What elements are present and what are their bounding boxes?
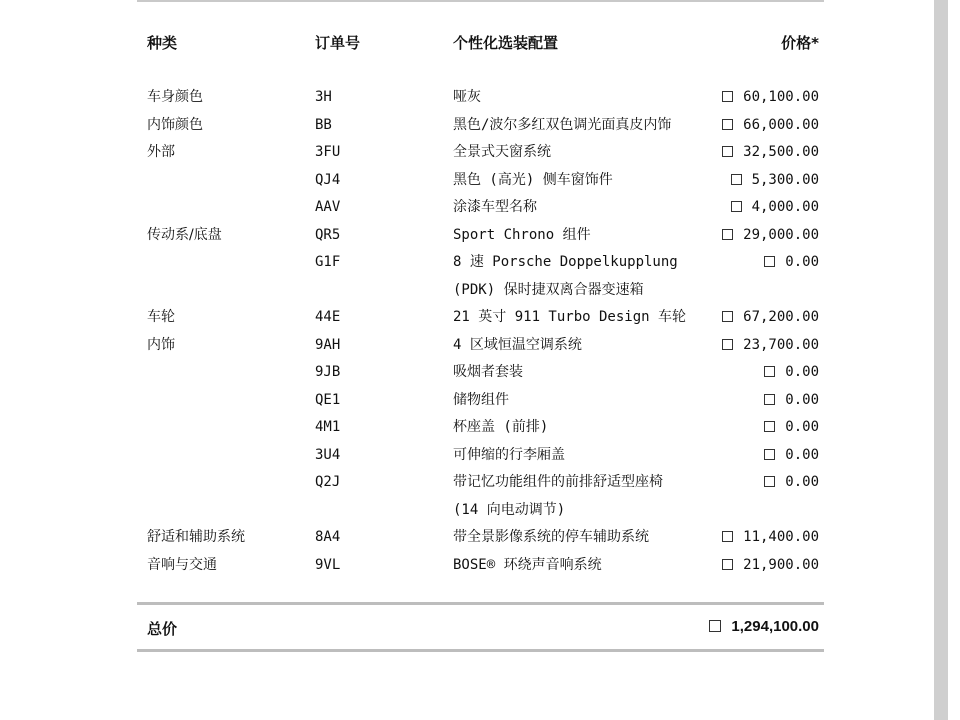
table-row <box>0 387 960 415</box>
row-price <box>764 442 819 470</box>
row-order-code: 9VL <box>315 556 341 573</box>
row-option: 吸烟者套装 <box>453 364 523 380</box>
row-price <box>722 84 819 112</box>
row-order-code: G1F <box>315 254 341 270</box>
row-order-code: 3FU <box>315 144 341 160</box>
row-option: 4 区域恒温空调系统 <box>453 336 582 353</box>
row-option: 带记忆功能组件的前排舒适型座椅 <box>453 474 663 490</box>
row-option: 可伸缩的行李厢盖 <box>453 446 565 463</box>
row-price-value: 29,000.00 <box>743 226 819 243</box>
total-label: 总价 <box>147 620 178 638</box>
header-category: 种类 <box>147 34 178 52</box>
currency-box-icon <box>722 311 733 322</box>
row-price-value: 60,100.00 <box>743 89 819 105</box>
total-price-value: 1,294,100.00 <box>731 618 819 635</box>
total-bottom-divider <box>137 649 824 652</box>
row-price <box>764 359 819 387</box>
table-row <box>0 249 960 277</box>
row-price-value: 66,000.00 <box>743 116 819 133</box>
row-price <box>764 387 819 415</box>
row-category: 传动系/底盘 <box>147 226 222 243</box>
table-row <box>0 359 960 387</box>
row-price-value: 0.00 <box>785 474 819 490</box>
row-option: (PDK) 保时捷双离合器变速箱 <box>453 281 644 298</box>
row-price <box>722 222 819 250</box>
row-price-value: 0.00 <box>785 391 819 408</box>
table-row <box>0 469 960 497</box>
currency-box-icon <box>722 229 733 240</box>
row-price <box>731 194 819 222</box>
currency-box-icon <box>722 531 733 542</box>
row-order-code: 3U4 <box>315 446 341 463</box>
header-price: 价格* <box>781 34 819 52</box>
row-order-code: 44E <box>315 309 341 325</box>
table-row <box>0 139 960 167</box>
scrollbar[interactable] <box>934 0 948 720</box>
row-category: 舒适和辅助系统 <box>147 529 245 545</box>
table-row <box>0 112 960 140</box>
row-order-code: AAV <box>315 199 341 215</box>
total-top-divider <box>137 602 824 605</box>
row-option: 黑色 (高光) 侧车窗饰件 <box>453 171 613 188</box>
row-option: 黑色/波尔多红双色调光面真皮内饰 <box>453 116 672 133</box>
row-order-code: 3H <box>315 89 332 105</box>
table-row <box>0 332 960 360</box>
currency-box-icon <box>722 146 733 157</box>
row-option: (14 向电动调节) <box>453 501 566 518</box>
table-row <box>0 277 960 305</box>
table-row <box>0 304 960 332</box>
currency-box-icon <box>764 421 775 432</box>
row-price-value: 4,000.00 <box>751 199 819 215</box>
currency-box-icon <box>764 394 775 405</box>
row-category: 车轮 <box>147 309 175 325</box>
row-price <box>731 167 819 195</box>
row-price-value: 0.00 <box>785 364 819 380</box>
row-price <box>722 139 819 167</box>
row-price-value: 32,500.00 <box>743 144 819 160</box>
currency-box-icon <box>764 449 775 460</box>
table-row <box>0 552 960 580</box>
row-price-value: 0.00 <box>785 419 819 435</box>
row-price <box>764 414 819 442</box>
row-option: 储物组件 <box>453 391 509 408</box>
currency-box-icon <box>722 339 733 350</box>
row-price <box>722 304 819 332</box>
row-category: 内饰 <box>147 336 175 353</box>
currency-box-icon <box>722 559 733 570</box>
options-table <box>0 84 960 579</box>
row-option: 21 英寸 911 Turbo Design 车轮 <box>453 309 687 325</box>
header-order-number: 订单号 <box>315 34 361 52</box>
row-price <box>722 332 819 360</box>
row-option: 8 速 Porsche Doppelkupplung <box>453 254 678 270</box>
currency-box-icon <box>722 119 733 130</box>
row-price-value: 23,700.00 <box>743 336 819 353</box>
row-option: 带全景影像系统的停车辅助系统 <box>453 529 649 545</box>
row-price-value: 0.00 <box>785 446 819 463</box>
row-category: 内饰颜色 <box>147 116 203 133</box>
table-row <box>0 194 960 222</box>
row-order-code: 9AH <box>315 336 341 353</box>
total-price <box>709 618 819 635</box>
row-category: 车身颜色 <box>147 89 203 105</box>
currency-box-icon <box>764 366 775 377</box>
row-price-value: 11,400.00 <box>743 529 819 545</box>
row-order-code: QR5 <box>315 226 341 243</box>
row-option: 全景式天窗系统 <box>453 144 551 160</box>
header-options: 个性化选装配置 <box>453 34 559 52</box>
row-price <box>722 112 819 140</box>
row-price-value: 0.00 <box>785 254 819 270</box>
currency-box-icon <box>731 201 742 212</box>
row-category: 外部 <box>147 144 175 160</box>
table-row <box>0 84 960 112</box>
row-option: 杯座盖 (前排) <box>453 419 549 435</box>
row-order-code: 4M1 <box>315 419 341 435</box>
currency-box-icon <box>764 476 775 487</box>
row-price-value: 5,300.00 <box>751 171 819 188</box>
table-row <box>0 167 960 195</box>
row-price-value: 21,900.00 <box>743 556 819 573</box>
table-row <box>0 524 960 552</box>
currency-box-icon <box>731 174 742 185</box>
row-price <box>764 249 819 277</box>
row-order-code: QE1 <box>315 391 341 408</box>
row-order-code: 8A4 <box>315 529 341 545</box>
row-option: 涂漆车型名称 <box>453 199 537 215</box>
row-price <box>722 552 819 580</box>
table-row <box>0 414 960 442</box>
top-divider <box>137 0 824 2</box>
currency-box-icon <box>709 620 721 632</box>
currency-box-icon <box>764 256 775 267</box>
currency-box-icon <box>722 91 733 102</box>
table-row <box>0 222 960 250</box>
row-option: BOSE® 环绕声音响系统 <box>453 556 602 573</box>
row-option: Sport Chrono 组件 <box>453 226 591 243</box>
row-category: 音响与交通 <box>147 556 217 573</box>
row-price <box>764 469 819 497</box>
row-price <box>722 524 819 552</box>
row-price-value: 67,200.00 <box>743 309 819 325</box>
row-option: 哑灰 <box>453 89 481 105</box>
table-row <box>0 497 960 525</box>
row-order-code: Q2J <box>315 474 341 490</box>
row-order-code: QJ4 <box>315 171 341 188</box>
table-row <box>0 442 960 470</box>
row-order-code: 9JB <box>315 364 341 380</box>
row-order-code: BB <box>315 116 332 133</box>
